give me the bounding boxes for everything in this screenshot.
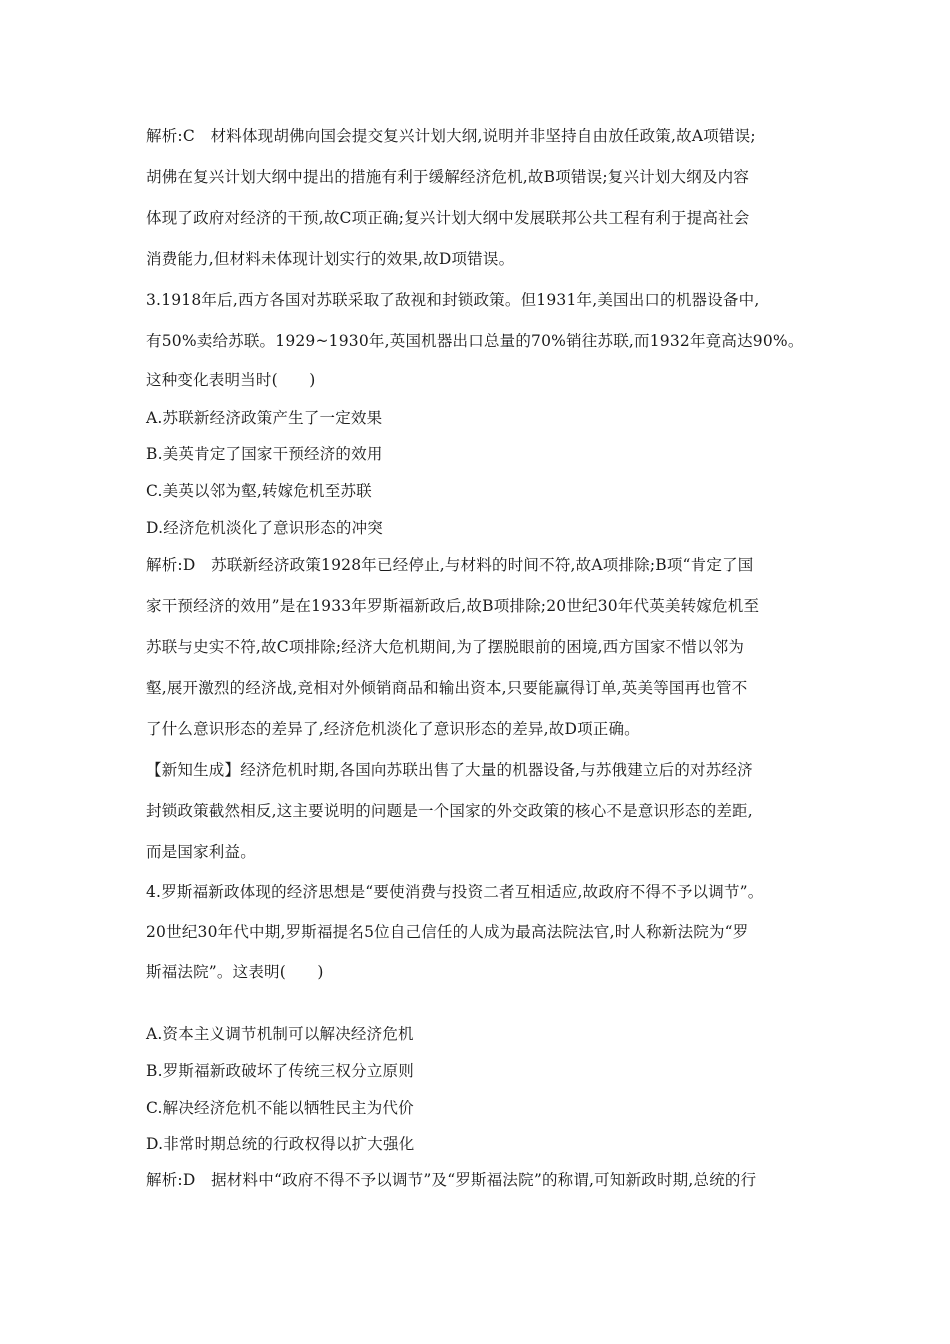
analysis-3-line-5: 了什么意识形态的差异了,经济危机淡化了意识形态的差异,故D项正确。: [146, 720, 640, 738]
question-4-line-3: 斯福法院”。这表明( ): [146, 963, 324, 981]
question-3-line-3: 这种变化表明当时( ): [146, 371, 316, 389]
analysis-2-line-3: 体现了政府对经济的干预,故C项正确;复兴计划大纲中发展联邦公共工程有利于提高社会: [146, 209, 750, 227]
question-4-option-c: C.解决经济危机不能以牺牲民主为代价: [146, 1099, 414, 1117]
question-3-option-a: A.苏联新经济政策产生了一定效果: [146, 409, 383, 427]
question-4-line-1: 4.罗斯福新政体现的经济思想是“要使消费与投资二者互相适应,故政府不得不予以调节”。: [146, 883, 764, 901]
question-4-option-b: B.罗斯福新政破坏了传统三权分立原则: [146, 1062, 414, 1080]
knowledge-note-line-1: 【新知生成】经济危机时期,各国向苏联出售了大量的机器设备,与苏俄建立后的对苏经济: [146, 761, 753, 779]
question-3-line-1: 3.1918年后,西方各国对苏联采取了敌视和封锁政策。但1931年,美国出口的机器设备中,: [146, 291, 760, 309]
analysis-3-line-3: 苏联与史实不符,故C项排除;经济大危机期间,为了摆脱眼前的困境,西方国家不惜以邻为: [146, 638, 745, 656]
question-3-option-b: B.美英肯定了国家干预经济的效用: [146, 445, 383, 463]
question-3-option-c: C.美英以邻为壑,转嫁危机至苏联: [146, 482, 372, 500]
analysis-2-line-1: 解析:C 材料体现胡佛向国会提交复兴计划大纲,说明并非坚持自由放任政策,故A项错误;: [146, 127, 756, 145]
question-4-line-2: 20世纪30年代中期,罗斯福提名5位自己信任的人成为最高法院法官,时人称新法院为“罗: [146, 923, 749, 941]
analysis-2-line-2: 胡佛在复兴计划大纲中提出的措施有利于缓解经济危机,故B项错误;复兴计划大纲及内容: [146, 168, 750, 186]
analysis-3-line-2: 家干预经济的效用”是在1933年罗斯福新政后,故B项排除;20世纪30年代英美转嫁危机至: [146, 597, 760, 615]
analysis-3-line-4: 壑,展开激烈的经济战,竞相对外倾销商品和输出资本,只要能赢得订单,英美等国再也管不: [146, 679, 748, 697]
question-4-option-a: A.资本主义调节机制可以解决经济危机: [146, 1025, 414, 1043]
knowledge-note-line-3: 而是国家利益。: [146, 843, 256, 861]
analysis-4-line-1: 解析:D 据材料中“政府不得不予以调节”及“罗斯福法院”的称谓,可知新政时期,总统的行: [146, 1171, 757, 1189]
question-3-line-2: 有50%卖给苏联。1929~1930年,英国机器出口总量的70%销往苏联,而1932年竟高达90%。: [146, 332, 804, 350]
knowledge-note-line-2: 封锁政策截然相反,这主要说明的问题是一个国家的外交政策的核心不是意识形态的差距,: [146, 802, 753, 820]
analysis-3-line-1: 解析:D 苏联新经济政策1928年已经停止,与材料的时间不符,故A项排除;B项“肯定了国: [146, 556, 754, 574]
analysis-2-line-4: 消费能力,但材料未体现计划实行的效果,故D项错误。: [146, 250, 515, 268]
question-4-option-d: D.非常时期总统的行政权得以扩大强化: [146, 1135, 415, 1153]
question-3-option-d: D.经济危机淡化了意识形态的冲突: [146, 519, 384, 537]
